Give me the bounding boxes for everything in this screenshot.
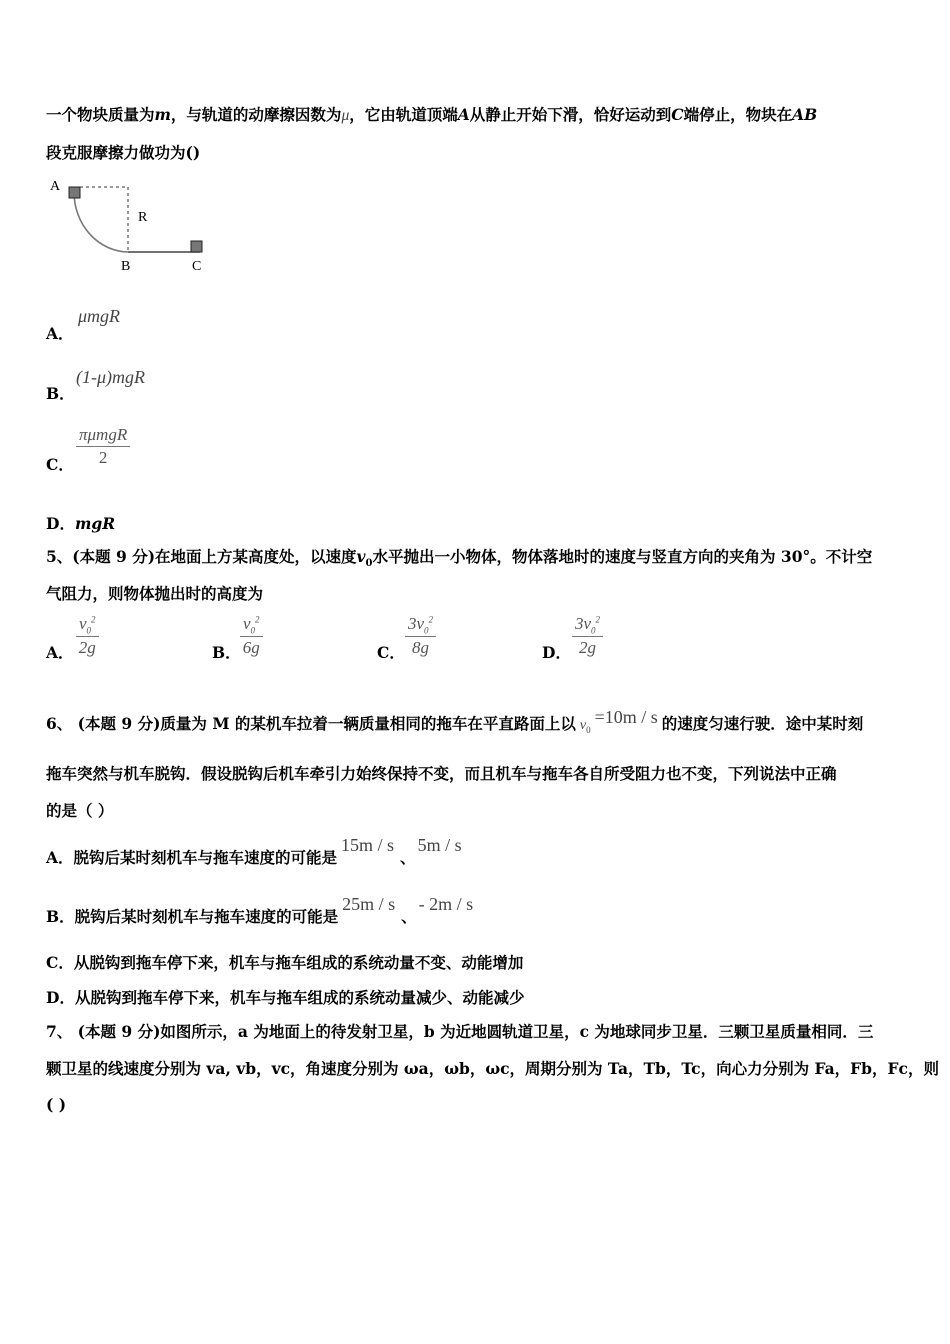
q4-option-c-fraction: πμmgR 2 — [76, 425, 130, 468]
q6-option-a[interactable]: A．脱钩后某时刻机车与拖车速度的可能是15m / s、5m / s — [46, 835, 462, 867]
q4-text-line2: 段克服摩擦力做功为() — [46, 143, 201, 162]
mu-symbol: μ — [341, 107, 350, 124]
q5-option-c[interactable]: C． — [377, 643, 405, 662]
label-B: B — [121, 259, 131, 274]
q5-option-a[interactable]: A． — [46, 643, 74, 662]
q7-text-line1: 7、 (本题 9 分)如图所示，a 为地面上的待发射卫星，b 为近地圆轨道卫星，c 为地球同步卫星．三颗卫星质量相同．三 — [46, 1022, 874, 1041]
q4-option-b-expr: (1-μ)mgR — [76, 367, 146, 387]
label-C: C — [192, 259, 202, 274]
q5-option-b-fraction: $\frac{v_0^2}{6g}$ — [240, 614, 263, 658]
q5-option-b[interactable]: B． — [212, 643, 241, 662]
q5-option-c-fraction: $\frac{3v_0^2}{8g}$ — [405, 614, 436, 658]
q4-option-a-expr: μmgR — [78, 306, 121, 326]
label-R: R — [138, 210, 148, 225]
q4-option-c[interactable]: C． — [46, 455, 74, 474]
block-at-C — [191, 241, 202, 252]
q6-option-c[interactable]: C．从脱钩到拖车停下来，机车与拖车组成的系统动量不变、动能增加 — [46, 953, 524, 972]
q5-text-line2: 气阻力，则物体抛出时的高度为 — [46, 584, 264, 603]
q4-option-b[interactable]: B． — [46, 384, 75, 403]
q5-text-line1: 5、(本题 9 分)在地面上方某高度处，以速度$v_0$水平抛出一小物体，物体落地时的速度与竖直方向的夹角为 30°。不计空 — [46, 547, 873, 570]
block-at-A — [69, 187, 80, 198]
q5-option-d-fraction: $\frac{3v_0^2}{2g}$ — [572, 614, 603, 658]
q6-option-b[interactable]: B．脱钩后某时刻机车与拖车速度的可能是25m / s、- 2m / s — [46, 894, 474, 926]
q4-option-a[interactable]: A． — [46, 324, 74, 343]
q5-option-d[interactable]: D． — [542, 643, 571, 662]
q5-option-a-fraction: $\frac{v_0^2}{2g}$ — [76, 614, 99, 658]
curved-track — [74, 192, 128, 252]
q6-option-d[interactable]: D．从脱钩到拖车停下来，机车与拖车组成的系统动量减少、动能减少 — [46, 988, 525, 1007]
label-A: A — [50, 179, 61, 194]
q6-text-line1: 6、 (本题 9 分)质量为 M 的某机车拉着一辆质量相同的拖车在平直路面上以 $v_0=10m / s$ 的速度匀速行驶．途中某时刻 — [46, 707, 864, 736]
q6-text-line3: 的是（ ） — [46, 801, 114, 820]
q7-text-line2: 颗卫星的线速度分别为 va, vb，vc，角速度分别为 ωa，ωb，ωc，周期分别为 Ta，Tb，Tc，向心力分别为 Fa，Fb，Fc，则 — [46, 1059, 939, 1078]
track-diagram — [44, 172, 214, 277]
q4-option-d[interactable]: D．mgR — [46, 514, 116, 533]
q7-text-line3: ( ) — [46, 1095, 67, 1114]
q6-text-line2: 拖车突然与机车脱钩．假设脱钩后机车牵引力始终保持不变，而且机车与拖车各自所受阻力也不变，下列说法中正确 — [46, 764, 837, 783]
q4-text-line1: 一个物块质量为m，与轨道的动摩擦因数为μ，它由轨道顶端A从静止开始下滑，恰好运动到C端停止，物块在AB — [46, 105, 818, 124]
